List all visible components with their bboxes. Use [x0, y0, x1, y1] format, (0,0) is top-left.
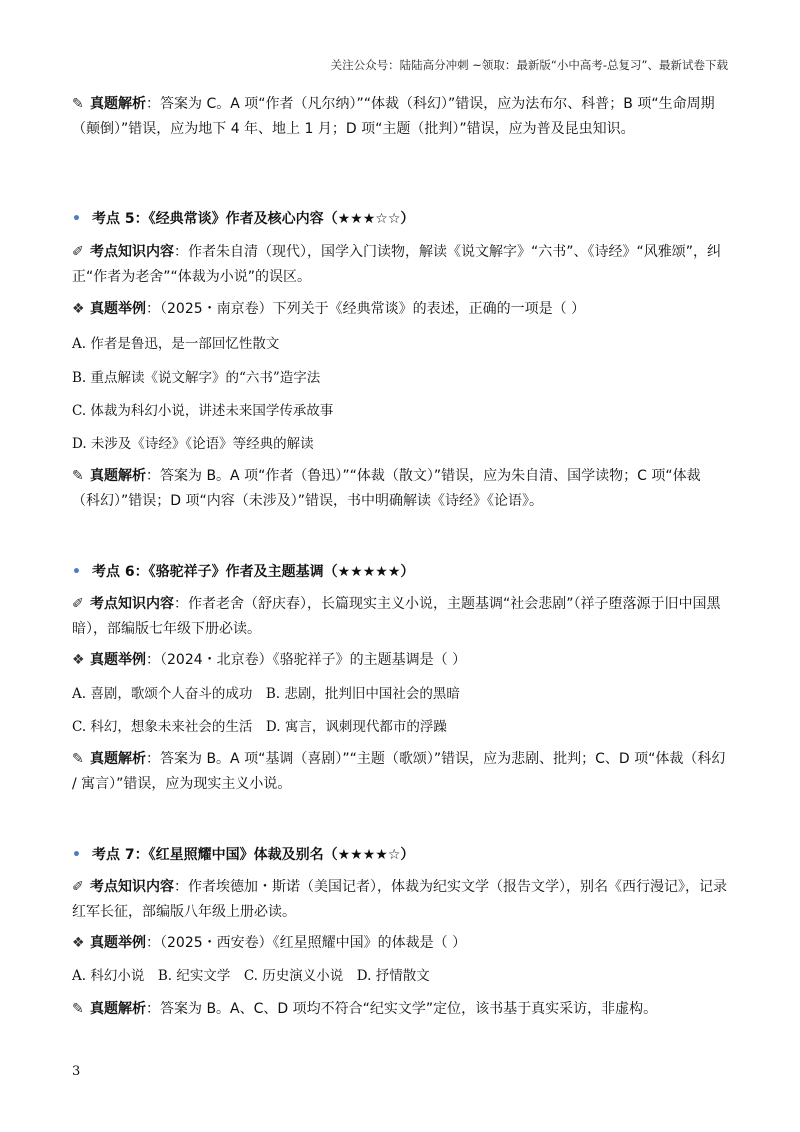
example-label: 真题举例	[90, 652, 146, 668]
section-kaodian-7	[72, 844, 728, 864]
pencil-icon: ✎	[72, 468, 84, 484]
knowledge-label: 考点知识内容	[90, 879, 174, 895]
section-kaodian-5	[72, 208, 728, 228]
option-item: C. 体裁为科幻小说，讲述未来国学传承故事	[72, 403, 334, 419]
diamond-icon: ❖	[72, 935, 85, 951]
section-title: • 考点 6：《骆驼祥子》作者及主题基调（★★★★★）	[72, 564, 415, 580]
section-6-example	[72, 648, 728, 673]
knowledge-text: ：作者埃德加・斯诺（美国记者），体裁为纪实文学（报告文学），别名《西行漫记》，记录红军长征，部编版八年级上册必读。	[72, 879, 727, 920]
pencil-icon: ✐	[72, 596, 84, 612]
option-item: A. 喜剧，歌颂个人奋斗的成功 B. 悲剧，批判旧中国社会的黑暗	[72, 686, 460, 702]
analysis-label: 真题解析	[90, 1001, 146, 1017]
analysis-label: 真题解析	[90, 468, 146, 484]
knowledge-label: 考点知识内容	[90, 596, 174, 612]
example-label: 真题举例	[90, 935, 146, 951]
page-header: 关注公众号：陆陆高分冲刺 ~领取：最新版“小中高考-总复习”、最新试卷下载	[330, 58, 728, 72]
section-6-knowledge	[72, 592, 728, 642]
option-item: D. 未涉及《诗经》《论语》等经典的解读	[72, 436, 314, 452]
section-title: • 考点 5：《经典常谈》作者及核心内容（★★★☆☆）	[72, 211, 415, 227]
section-title: • 考点 7：《红星照耀中国》体裁及别名（★★★★☆）	[72, 847, 415, 863]
section-7-knowledge	[72, 875, 728, 925]
option-item: A. 科幻小说 B. 纪实文学 C. 历史演义小说 D. 抒情散文	[72, 968, 430, 984]
option-item: A. 作者是鲁迅，是一部回忆性散文	[72, 336, 280, 352]
page-number: 3	[72, 1064, 81, 1079]
analysis-text: ：答案为 B。A、C、D 项均不符合“纪实文学”定位，该书基于真实采访，非虚构。	[146, 1001, 658, 1017]
knowledge-text: ：作者朱自清（现代），国学入门读物，解读《说文解字》“六书”、《诗经》“风雅颂”，纠正“作者为老舍”“体裁为小说”的误区。	[72, 244, 722, 285]
diamond-icon: ❖	[72, 301, 85, 317]
bullet-icon: •	[72, 564, 81, 580]
example-text: ：（2024・北京卷）《骆驼祥子》的主题基调是（ ）	[146, 652, 467, 668]
example-text: ：（2025・南京卷）下列关于《经典常谈》的表述，正确的一项是（ ）	[146, 301, 586, 317]
pencil-icon: ✐	[72, 879, 84, 895]
analysis-label: 真题解析	[90, 751, 146, 767]
pencil-icon: ✎	[72, 96, 84, 112]
top-analysis	[72, 92, 728, 142]
option-item: B. 重点解读《说文解字》的“六书”造字法	[72, 370, 321, 386]
analysis-label: 真题解析	[90, 96, 146, 112]
knowledge-label: 考点知识内容	[90, 244, 174, 260]
analysis-text: ：答案为 B。A 项“作者（鲁迅）”“体裁（散文）”错误，应为朱自清、国学读物；C 项“体裁（科幻）”错误；D 项“内容（未涉及）”错误，书中明确解读《诗经》《论语》。	[72, 468, 701, 509]
section-kaodian-6	[72, 561, 728, 581]
analysis-text: ：答案为 B。A 项“基调（喜剧）”“主题（歌颂）”错误，应为悲剧、批判；C、D 项“体裁（科幻 / 寓言）”错误，应为现实主义小说。	[72, 751, 726, 792]
pencil-icon: ✐	[72, 244, 84, 260]
diamond-icon: ❖	[72, 652, 85, 668]
section-7-analysis	[72, 997, 728, 1022]
pencil-icon: ✎	[72, 751, 84, 767]
bullet-icon: •	[72, 211, 81, 227]
section-5-knowledge	[72, 240, 728, 290]
example-text: ：（2025・西安卷）《红星照耀中国》的体裁是（ ）	[146, 935, 467, 951]
bullet-icon: •	[72, 847, 81, 863]
option-item: C. 科幻，想象未来社会的生活 D. 寓言，讽刺现代都市的浮躁	[72, 719, 447, 735]
example-label: 真题举例	[90, 301, 146, 317]
pencil-icon: ✎	[72, 1001, 84, 1017]
section-5-example	[72, 297, 728, 322]
analysis-text: ：答案为 C。A 项“作者（凡尔纳）”“体裁（科幻）”错误，应为法布尔、科普；B 项“生命周期（颠倒）”错误，应为地下 4 年、地上 1 月；D 项“主题（批判）”错误，应为普及昆虫知识。	[72, 96, 715, 137]
knowledge-text: ：作者老舍（舒庆春），长篇现实主义小说，主题基调“社会悲剧”（祥子堕落源于旧中国黑暗），部编版七年级下册必读。	[72, 596, 721, 637]
section-7-example	[72, 931, 728, 956]
section-6-analysis	[72, 747, 728, 797]
section-5-analysis	[72, 464, 728, 514]
